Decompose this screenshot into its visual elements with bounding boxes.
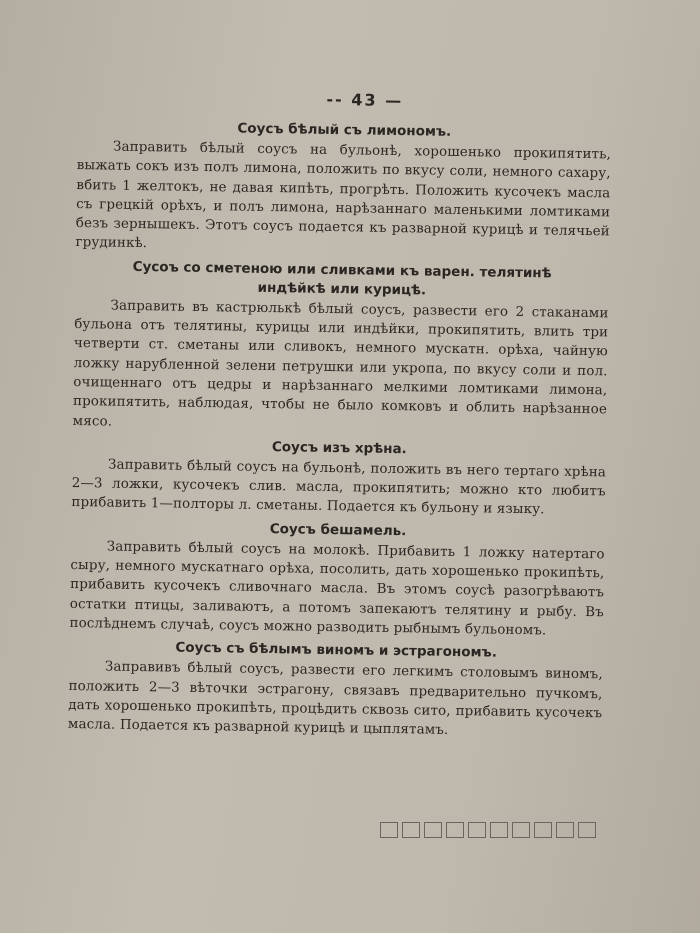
print-mark <box>512 822 530 838</box>
print-mark <box>380 822 398 838</box>
print-mark <box>578 822 596 838</box>
recipe-body: Заправить бѣлый соусъ на молокѣ. Прибавить 1 ложку натертаго сыру, немного мускатнаго орѣха, посолить, дать хорошенько прокипѣть, прибавить кусочекъ сливочнаго масла. Въ этомъ соусѣ разогрѣваютъ остатки птицы, заливаютъ, а потомъ запекаютъ телятину и рыбу. Въ послѣднемъ случаѣ, соусъ можно разводить рыбнымъ бульономъ. <box>69 539 605 639</box>
recipe-body: Заправить бѣлый соусъ на бульонѣ, хорошенько прокипятить, выжать сокъ изъ полъ лимона, положить по вкусу соли, немного сахару, вбить 1 желтокъ, не давая кипѣть, прогрѣть. Положить кусочекъ масла съ грецкій орѣхъ, и полъ лимона, нарѣзаннаго маленькими ломтиками безъ зернышекъ. Этотъ соусъ подается къ разварной курицѣ и телячьей грудинкѣ. <box>75 139 612 252</box>
print-mark <box>424 822 442 838</box>
recipe-body: Заправить бѣлый соусъ на бульонѣ, положить въ него тертаго хрѣна 2—3 ложки, кусочекъ слив. масла, прокипятить; можно кто любитъ прибавить 1—полторы л. сметаны. Подается къ бульону и языку. <box>71 457 607 518</box>
recipe-section <box>73 257 610 439</box>
print-mark <box>556 822 574 838</box>
page-content <box>68 86 612 747</box>
print-mark <box>446 822 464 838</box>
print-marks <box>380 822 596 838</box>
recipe-title: Соусъ бѣлый съ лимономъ. <box>237 120 452 140</box>
recipe-title: Соусъ изъ хрѣна. <box>271 438 407 458</box>
recipe-body: Заправивъ бѣлый соусъ, развести его легкимъ столовымъ виномъ, положить 2—3 вѣточки эстрагону, связавъ предварительно пучкомъ, дать хорошенько прокипѣть, процѣдить сквозь сито, прибавить кусочекъ масла. Подается къ разварной курицѣ и цыплятамъ. <box>67 659 603 739</box>
recipe-body: Заправить въ кастрюлькѣ бѣлый соусъ, развести его 2 стаканами бульона отъ телятины, курицы или индѣйки, прокипятить, влить три четверти ст. сметаны или сливокъ, немного мускатн. орѣха, чайную ложку нарубленной зелени петрушки или укропа, по вкусу соли и пол. очищеннаго отъ цедры и нарѣзаннаго мелкими ломтиками лимона, прокипятить, наблюдая, чтобы не было комковъ и облить нарѣзанное мясо. <box>72 298 609 430</box>
recipe-section <box>68 637 603 743</box>
recipe-title: Соусъ съ бѣлымъ виномъ и эстрагономъ. <box>175 639 498 661</box>
page-number: -- 43 — <box>326 89 404 111</box>
recipe-title: Сусоъ со сметеною или сливками къ варен. телятинѣ индѣйкѣ или курицѣ. <box>132 258 552 299</box>
print-mark <box>468 822 486 838</box>
print-mark <box>490 822 508 838</box>
print-mark <box>402 822 420 838</box>
recipe-section <box>75 117 611 261</box>
recipe-section <box>69 517 605 642</box>
print-mark <box>534 822 552 838</box>
recipe-title: Соусъ бешамель. <box>269 520 407 539</box>
recipe-section <box>71 435 606 521</box>
